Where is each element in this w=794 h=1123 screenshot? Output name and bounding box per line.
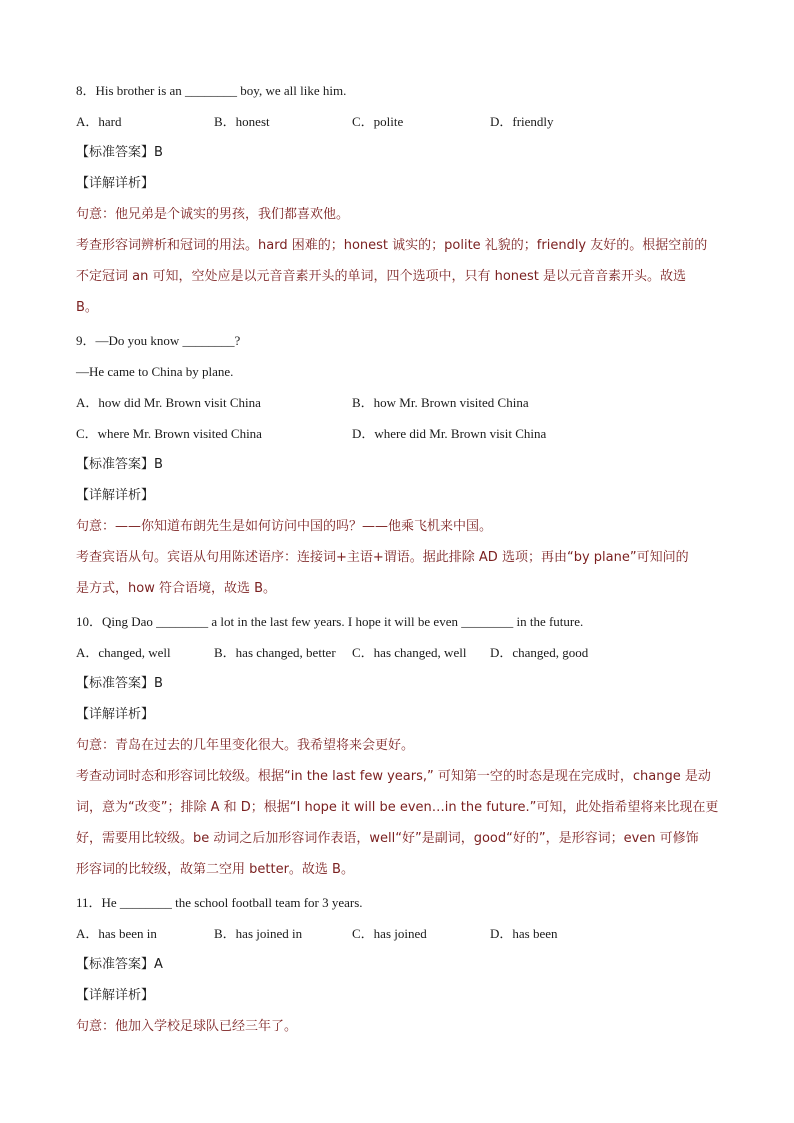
q10-analysis-line-2: 词，意为“改变”；排除 A 和 D；根据“I hope it will be even…in the future.”可知，此处指希望将来比现在更 (76, 800, 719, 815)
q10-analysis-line-4: 形容词的比较级，故第二空用 better。故选 B。 (76, 862, 354, 877)
q8-analysis-line-3: B。 (76, 300, 98, 315)
q10-option-d: D．changed, good (490, 645, 589, 660)
q8-option-b: B．honest (214, 114, 270, 129)
q9-stem: 9．—Do you know ________? (76, 333, 241, 348)
q11-analysis-label: 【详解详析】 (76, 988, 155, 1003)
q11-answer: 【标准答案】A (76, 957, 163, 972)
q10-analysis-label: 【详解详析】 (76, 707, 155, 722)
q11-option-d: D．has been (490, 926, 558, 941)
q10-option-c: C．has changed, well (352, 645, 467, 660)
q10-option-a: A．changed, well (76, 645, 171, 660)
q8-option-c: C．polite (352, 114, 404, 129)
q8-option-a: A．hard (76, 114, 122, 129)
q8-meaning: 句意：他兄弟是个诚实的男孩，我们都喜欢他。 (76, 207, 350, 222)
q10-meaning: 句意：青岛在过去的几年里变化很大。我希望将来会更好。 (76, 738, 415, 753)
q11-meaning: 句意：他加入学校足球队已经三年了。 (76, 1019, 298, 1034)
q9-analysis-label: 【详解详析】 (76, 488, 155, 503)
q8-option-d: D．friendly (490, 114, 554, 129)
q9-analysis-line-1: 考查宾语从句。宾语从句用陈述语序：连接词+主语+谓语。据此排除 AD 选项；再由“by plane”可知问的 (76, 550, 689, 565)
q10-analysis-line-3: 好，需要用比较级。be 动词之后加形容词作表语，well“好”是副词，good“好的”，是形容词；even 可修饰 (76, 831, 699, 846)
q9-option-c: C．where Mr. Brown visited China (76, 426, 262, 441)
q9-answer: 【标准答案】B (76, 457, 163, 472)
q11-option-a: A．has been in (76, 926, 157, 941)
q9-option-b: B．how Mr. Brown visited China (352, 395, 529, 410)
q9-option-d: D．where did Mr. Brown visit China (352, 426, 547, 441)
q8-analysis-line-2: 不定冠词 an 可知，空处应是以元音音素开头的单词，四个选项中，只有 honest 是以元音音素开头。故选 (76, 269, 687, 284)
q10-answer: 【标准答案】B (76, 676, 163, 691)
q10-stem: 10．Qing Dao ________ a lot in the last few years. I hope it will be even ________ in the future. (76, 614, 584, 629)
q8-answer: 【标准答案】B (76, 145, 163, 160)
q10-analysis-line-1: 考查动词时态和形容词比较级。根据“in the last few years,” 可知第一空的时态是现在完成时，change 是动 (76, 769, 711, 784)
q11-stem: 11．He ________ the school football team for 3 years. (76, 895, 363, 910)
q8-analysis-line-1: 考查形容词辨析和冠词的用法。hard 困难的；honest 诚实的；polite 礼貌的；friendly 友好的。根据空前的 (76, 238, 708, 253)
q9-option-a: A．how did Mr. Brown visit China (76, 395, 261, 410)
q8-analysis-label: 【详解详析】 (76, 176, 155, 191)
q9-meaning: 句意：——你知道布朗先生是如何访问中国的吗？——他乘飞机来中国。 (76, 519, 493, 534)
q9-analysis-line-2: 是方式，how 符合语境，故选 B。 (76, 581, 277, 596)
q8-stem: 8．His brother is an ________ boy, we all like him. (76, 83, 347, 98)
q11-option-b: B．has joined in (214, 926, 303, 941)
q10-option-b: B．has changed, better (214, 645, 336, 660)
q11-option-c: C．has joined (352, 926, 427, 941)
q9-reply: —He came to China by plane. (76, 364, 234, 379)
